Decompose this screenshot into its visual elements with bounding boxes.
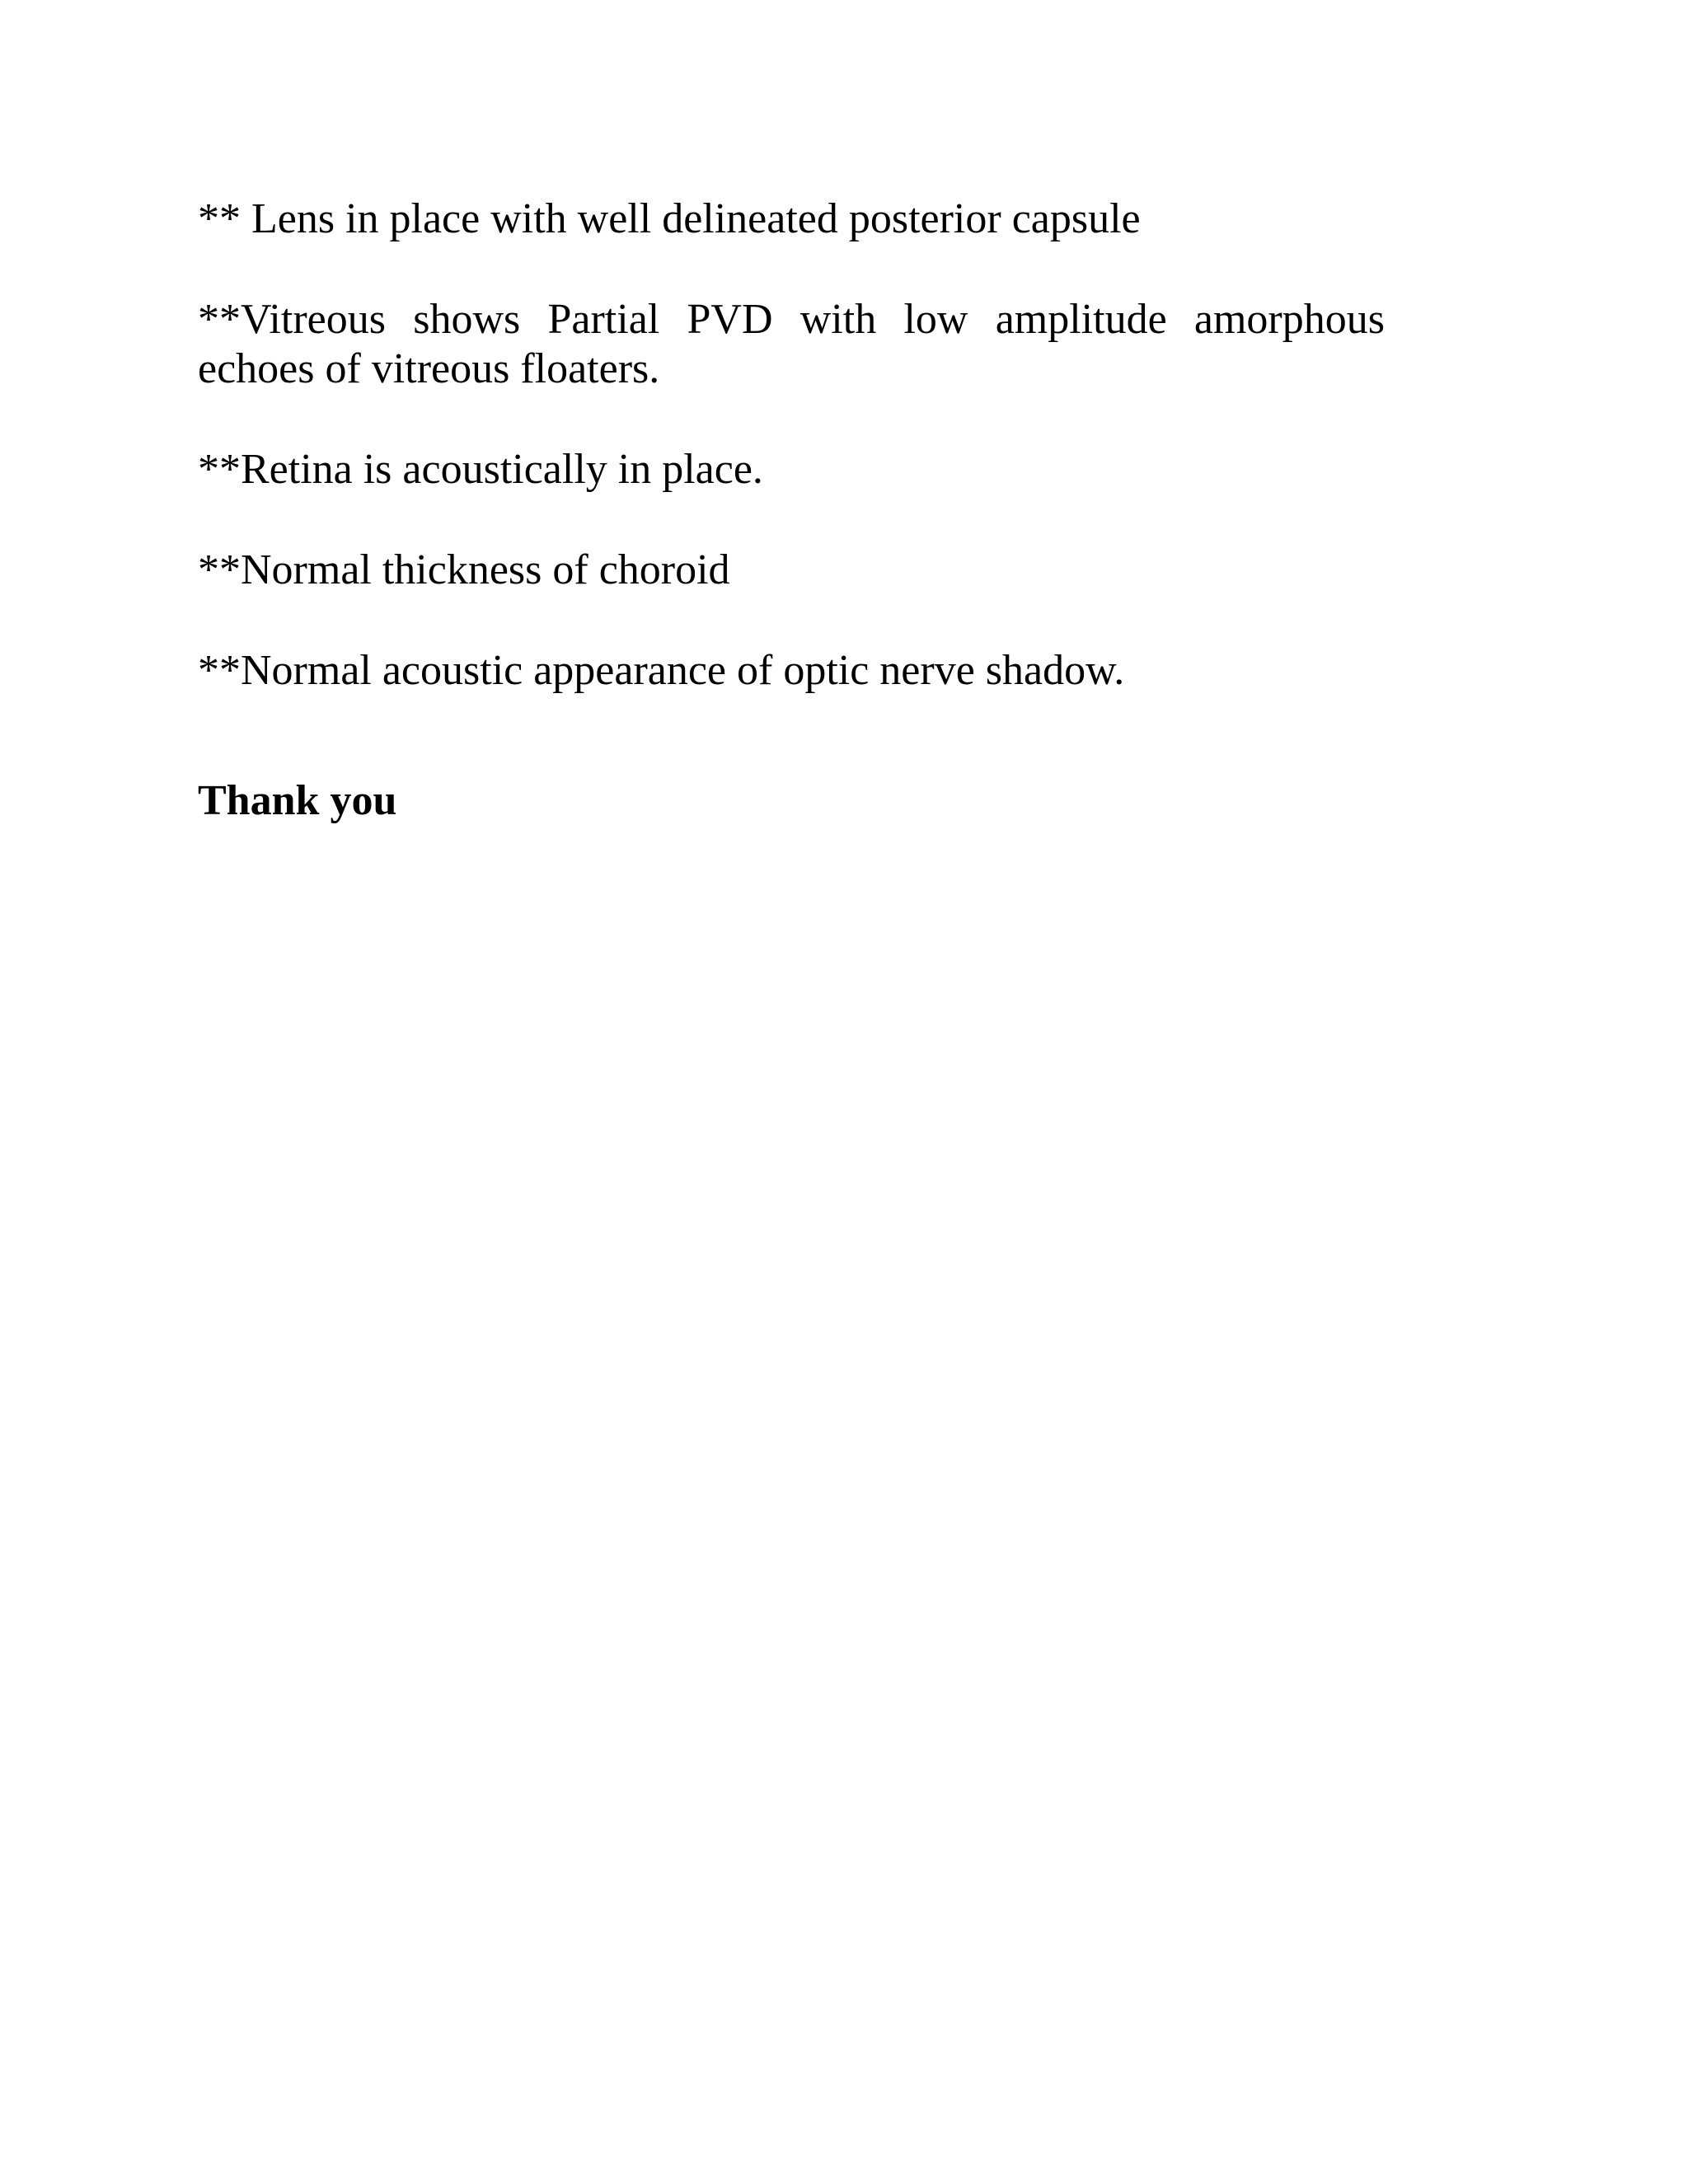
finding-lens: ** Lens in place with well delineated posterior capsule [198, 195, 1141, 242]
report-body [198, 194, 1385, 877]
finding-retina: **Retina is acoustically in place. [198, 446, 763, 493]
finding-choroid: **Normal thickness of choroid [198, 546, 730, 593]
finding-vitreous: **Vitreous shows Partial PVD with low amplitude amorphous echoes of vitreous floaters. [198, 296, 1385, 392]
finding-optic-nerve: **Normal acoustic appearance of optic nerve shadow. [198, 647, 1125, 694]
closing-text: Thank you [198, 777, 397, 824]
